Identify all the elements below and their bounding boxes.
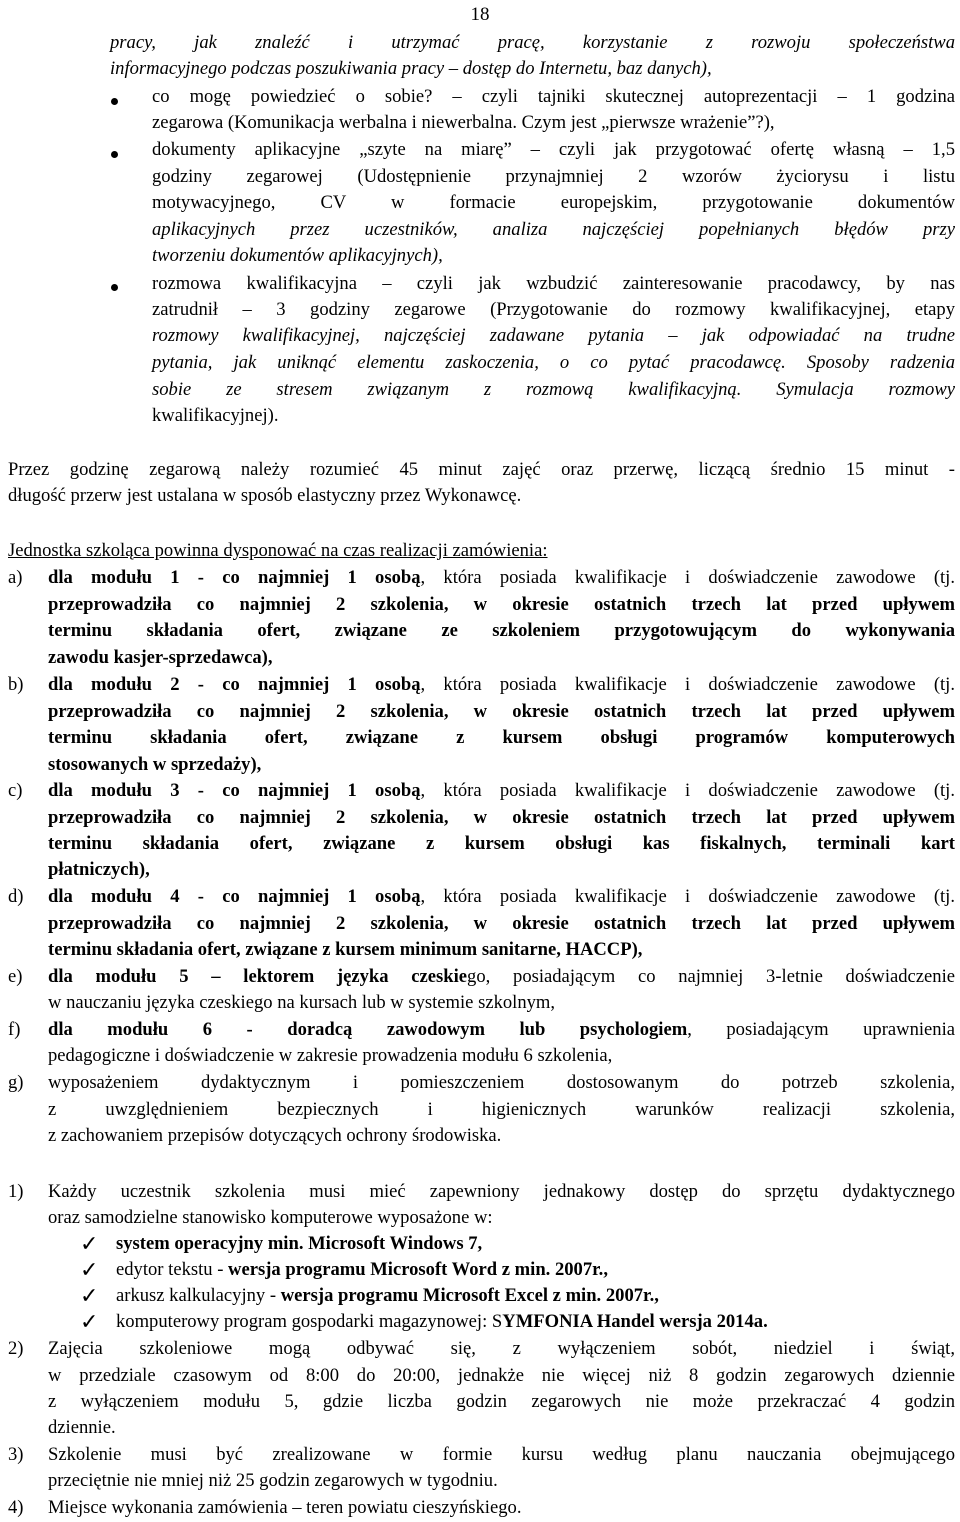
text-line bbox=[152, 164, 955, 191]
bold-text: dla modułu 6 - doradcą zawodowym lub psychologiem bbox=[48, 1019, 688, 1040]
bold-text: dla modułu 2 - co najmniej 1 osobą bbox=[48, 674, 421, 695]
text-line bbox=[48, 805, 955, 832]
text-line bbox=[48, 884, 955, 911]
text-run: co mogę powiedzieć o sobie? – czyli tajniki skutecznej autoprezentacji – 1 godzina bbox=[152, 86, 955, 107]
text-run: dziennie. bbox=[48, 1417, 116, 1438]
text-run: wyposażeniem dydaktycznym i pomieszczeniem dostosowanym do potrzeb szkolenia, bbox=[48, 1072, 955, 1093]
list-label: f) bbox=[8, 1019, 21, 1040]
bold-text: dla modułu 3 - co najmniej 1 osobą bbox=[48, 780, 421, 801]
text-run: w przedziale czasowym od 8:00 do 20:00, jednakże nie więcej niż 8 godzin zegarowych dziennie bbox=[48, 1365, 955, 1386]
bold-text: terminu składania ofert, związane z kursem obsługi programów komputerowych bbox=[48, 727, 955, 748]
bold-text: wersja programu Microsoft Word z min. 2007r., bbox=[223, 1259, 608, 1280]
list-label: 3) bbox=[8, 1444, 24, 1465]
text-run: kwalifikacyjnej). bbox=[152, 405, 279, 426]
text-run: , która posiada kwalifikacje i doświadczenie zawodowe (tj. bbox=[420, 674, 956, 695]
text-run: motywacyjnego, CV w formacie europejskim, przygotowanie dokumentów bbox=[152, 192, 955, 213]
text-line bbox=[48, 911, 955, 938]
bold-text: płatniczych), bbox=[48, 859, 150, 880]
text-line bbox=[48, 592, 955, 619]
bold-text: przeprowadziła co najmniej 2 szkolenia, w okresie ostatnich trzech lat przed upływem bbox=[48, 807, 955, 828]
text-line bbox=[152, 271, 955, 298]
text-line bbox=[48, 1363, 955, 1390]
text-line bbox=[152, 403, 955, 430]
text-line bbox=[48, 831, 955, 858]
text-run: go, posiadającym co najmniej 3-letnie doświadczenie bbox=[467, 966, 956, 987]
italic-text: pytania, jak uniknąć elementu zaskoczenia, o co pytać pracodawcę. Sposoby radzenia bbox=[152, 352, 955, 373]
text-line bbox=[48, 1415, 955, 1442]
bold-text: YMFONIA Handel wersja 2014a. bbox=[502, 1311, 768, 1332]
text-line bbox=[152, 350, 955, 377]
text-line bbox=[48, 1336, 955, 1363]
requirements-heading: Jednostka szkoląca powinna dysponować na czas realizacji zamówienia: bbox=[8, 540, 548, 561]
text-line bbox=[48, 1389, 955, 1416]
checkmark-icon: ✓ bbox=[80, 1257, 99, 1282]
italic-text: pracy, jak znaleźć i utrzymać pracę, korzystanie z rozwoju społeczeństwa bbox=[110, 32, 955, 53]
text-line bbox=[152, 190, 955, 217]
text-line bbox=[48, 752, 955, 779]
text-line bbox=[48, 1495, 955, 1522]
text-run: z zachowaniem przepisów dotyczących ochrony środowiska. bbox=[48, 1125, 502, 1146]
bullet-dot bbox=[111, 98, 118, 105]
text-line bbox=[48, 1123, 955, 1150]
text-run: Przez godzinę zegarową należy rozumieć 45 minut zajęć oraz przerwę, liczącą średnio 15 minut - bbox=[8, 459, 955, 480]
text-line bbox=[152, 84, 955, 111]
text-line bbox=[8, 457, 955, 484]
text-line bbox=[48, 1017, 955, 1044]
text-run: godziny zegarowej (Udostępnienie przynajmniej 2 wzorów życiorysu i listu bbox=[152, 166, 955, 187]
text-line bbox=[48, 778, 955, 805]
checkmark-icon: ✓ bbox=[80, 1283, 99, 1308]
text-run: z wyłączeniem modułu 5, gdzie liczba godzin zegarowych nie może przekraczać 4 godzin bbox=[48, 1391, 955, 1412]
text-run: zatrudnił – 3 godziny zegarowe (Przygotowanie do rozmowy kwalifikacyjnej, etapy bbox=[152, 299, 955, 320]
italic-text: tworzeniu dokumentów aplikacyjnych), bbox=[152, 245, 443, 266]
text-line bbox=[48, 699, 955, 726]
text-run: zegarowa (Komunikacja werbalna i niewerbalna. Czym jest „pierwsze wrażenie”?), bbox=[152, 112, 775, 133]
text-run: z uwzględnieniem bezpiecznych i higienicznych warunków realizacji szkolenia, bbox=[48, 1099, 955, 1120]
text-line bbox=[48, 1070, 955, 1097]
bold-text: dla modułu 4 - co najmniej 1 osobą bbox=[48, 886, 421, 907]
text-line bbox=[152, 243, 955, 270]
list-label: e) bbox=[8, 966, 23, 987]
text-run: , posiadającym uprawnienia bbox=[687, 1019, 956, 1040]
list-label: 2) bbox=[8, 1338, 24, 1359]
bold-text: stosowanych w sprzedaży), bbox=[48, 754, 262, 775]
text-run: w nauczaniu języka czeskiego na kursach lub w systemie szkolnym, bbox=[48, 992, 556, 1013]
text-line bbox=[48, 565, 955, 592]
italic-text: sobie ze stresem związanym z rozmową kwalifikacyjną. Symulacja rozmowy bbox=[152, 379, 955, 400]
text-line bbox=[110, 30, 955, 57]
text-run: Miejsce wykonania zamówienia – teren powiatu cieszyńskiego. bbox=[48, 1497, 522, 1518]
bold-text: terminu składania ofert, związane z kursem minimum sanitarne, HACCP), bbox=[48, 939, 643, 960]
text-run: dokumenty aplikacyjne „szyte na miarę” – czyli jak przygotować ofertę własną – 1,5 bbox=[152, 139, 955, 160]
list-label: 1) bbox=[8, 1181, 24, 1202]
text-line bbox=[48, 1097, 955, 1124]
text-line bbox=[48, 857, 955, 884]
checklist-item bbox=[116, 1283, 955, 1310]
list-label: b) bbox=[8, 674, 24, 695]
list-label: c) bbox=[8, 780, 23, 801]
checklist-item bbox=[116, 1231, 955, 1258]
list-label: 4) bbox=[8, 1497, 24, 1518]
italic-text: informacyjnego podczas poszukiwania pracy – dostęp do Internetu, baz danych), bbox=[110, 58, 712, 79]
text-run: Każdy uczestnik szkolenia musi mieć zapewniony jednakowy dostęp do sprzętu dydaktycznego bbox=[48, 1181, 955, 1202]
text-line bbox=[48, 618, 955, 645]
bold-text: dla modułu 5 – lektorem języka czeskie bbox=[48, 966, 468, 987]
bold-text: terminu składania ofert, związane z kursem obsługi kas fiskalnych, terminali kart bbox=[48, 833, 955, 854]
text-line bbox=[48, 1179, 955, 1206]
text-run: , która posiada kwalifikacje i doświadczenie zawodowe (tj. bbox=[420, 886, 956, 907]
bold-text: wersja programu Microsoft Excel z min. 2007r., bbox=[276, 1285, 659, 1306]
bullet-dot bbox=[111, 284, 118, 291]
list-label: d) bbox=[8, 886, 24, 907]
text-line bbox=[48, 645, 955, 672]
checkmark-icon: ✓ bbox=[80, 1231, 99, 1256]
text-run: , która posiada kwalifikacje i doświadczenie zawodowe (tj. bbox=[420, 567, 956, 588]
bold-text: przeprowadziła co najmniej 2 szkolenia, w okresie ostatnich trzech lat przed upływem bbox=[48, 913, 955, 934]
text-line bbox=[110, 56, 955, 83]
page-number: 18 bbox=[470, 4, 490, 25]
text-line bbox=[48, 1468, 955, 1495]
text-line bbox=[152, 297, 955, 324]
text-line bbox=[48, 1043, 955, 1070]
text-line bbox=[152, 377, 955, 404]
italic-text: rozmowy kwalifikacyjnej, najczęściej zadawane pytania – jak odpowiadać na trudne bbox=[152, 325, 955, 346]
text-run: rozmowa kwalifikacyjna – czyli jak wzbudzić zainteresowanie pracodawcy, by nas bbox=[152, 273, 955, 294]
text-run: pedagogiczne i doświadczenie w zakresie prowadzenia modułu 6 szkolenia, bbox=[48, 1045, 613, 1066]
text-run: edytor tekstu - bbox=[116, 1259, 224, 1280]
text-run: przeciętnie nie mniej niż 25 godzin zegarowych w tygodniu. bbox=[48, 1470, 498, 1491]
text-line bbox=[48, 725, 955, 752]
checkmark-icon: ✓ bbox=[80, 1309, 99, 1334]
text-run: oraz samodzielne stanowisko komputerowe wyposażone w: bbox=[48, 1207, 493, 1228]
text-line bbox=[48, 1205, 955, 1232]
text-run: długość przerw jest ustalana w sposób elastyczny przez Wykonawcę. bbox=[8, 485, 522, 506]
text-run: komputerowy program gospodarki magazynowej: S bbox=[116, 1311, 503, 1332]
bold-text: przeprowadziła co najmniej 2 szkolenia, w okresie ostatnich trzech lat przed upływem bbox=[48, 594, 955, 615]
bold-text: dla modułu 1 - co najmniej 1 osobą bbox=[48, 567, 421, 588]
bold-text: zawodu kasjer-sprzedawca), bbox=[48, 647, 273, 668]
text-line bbox=[48, 672, 955, 699]
bold-text: terminu składania ofert, związane ze szkoleniem przygotowującym do wykonywania bbox=[48, 620, 955, 641]
text-run: arkusz kalkulacyjny - bbox=[116, 1285, 277, 1306]
text-line bbox=[48, 990, 955, 1017]
text-line bbox=[48, 964, 955, 991]
italic-text: aplikacyjnych przez uczestników, analiza najczęściej popełnianych błędów przy bbox=[152, 219, 955, 240]
text-line bbox=[152, 217, 955, 244]
text-line bbox=[152, 137, 955, 164]
text-line bbox=[48, 937, 955, 964]
list-label: a) bbox=[8, 567, 23, 588]
text-line bbox=[152, 110, 955, 137]
bold-text: system operacyjny min. Microsoft Windows 7, bbox=[116, 1233, 483, 1254]
text-line bbox=[8, 483, 955, 510]
bold-text: przeprowadziła co najmniej 2 szkolenia, w okresie ostatnich trzech lat przed upływem bbox=[48, 701, 955, 722]
text-line bbox=[48, 1442, 955, 1469]
checklist-item bbox=[116, 1309, 955, 1336]
text-run: Zajęcia szkoleniowe mogą odbywać się, z wyłączeniem sobót, niedziel i świąt, bbox=[48, 1338, 955, 1359]
text-line bbox=[152, 323, 955, 350]
checklist-item bbox=[116, 1257, 955, 1284]
text-run: Szkolenie musi być zrealizowane w formie kursu według planu nauczania obejmującego bbox=[48, 1444, 955, 1465]
text-run: , która posiada kwalifikacje i doświadczenie zawodowe (tj. bbox=[420, 780, 956, 801]
bullet-dot bbox=[111, 151, 118, 158]
list-label: g) bbox=[8, 1072, 24, 1093]
